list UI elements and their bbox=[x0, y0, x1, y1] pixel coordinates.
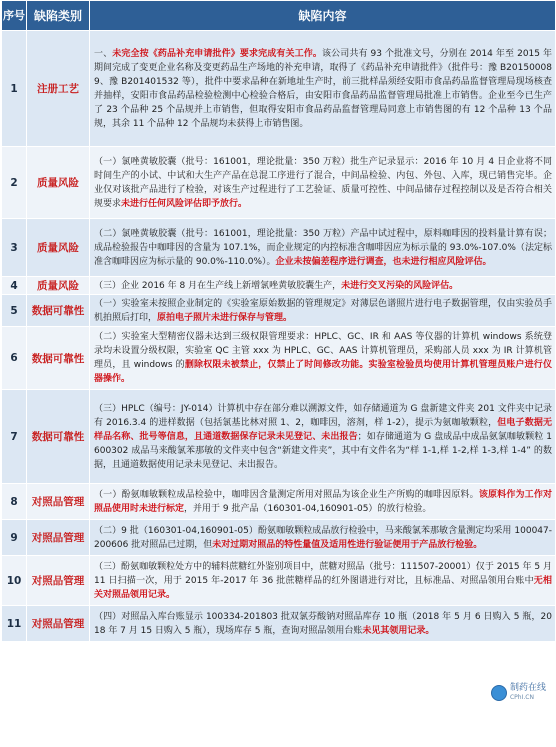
row-content bbox=[90, 390, 556, 484]
row-category: 对照品管理 bbox=[27, 556, 90, 606]
table-row bbox=[2, 327, 556, 390]
table-row bbox=[2, 295, 556, 327]
row-category: 数据可靠性 bbox=[27, 327, 90, 390]
row-number: 4 bbox=[2, 277, 27, 295]
row-category: 质量风险 bbox=[27, 277, 90, 295]
row-content bbox=[90, 219, 556, 277]
highlighted-text: 未进行任何风险评估即予放行。 bbox=[121, 198, 248, 209]
header-category: 缺陷类别 bbox=[27, 1, 90, 31]
row-content bbox=[90, 484, 556, 520]
table-row bbox=[2, 147, 556, 219]
row-number: 2 bbox=[2, 147, 27, 219]
row-number: 9 bbox=[2, 520, 27, 556]
table-row bbox=[2, 606, 556, 642]
row-content bbox=[90, 556, 556, 606]
highlighted-text: 未见其领用记录。 bbox=[362, 625, 435, 636]
table-row bbox=[2, 556, 556, 606]
content-text: 该公司共有 93 个批准文号，分别在 2014 年至 2015 年期间完成了变更企业名称及变更药品生产场地的补充申请，取得了《药品补充申请批件》（批件号：豫 B201500089、豫 B201401532 等），批件中要求品种在新地址生产时，前三批样品须经安阳市食品药品监督管理局现场核查并抽样，安阳市食品药品检验检测中心检验合格后，由安阳市食品药品监督管理局批准上市销售。企业至今已生产了 23 个品种 25 个品规并上市销售，但取得安阳市食品药品监督管理局同意上市销售图的有 12 个品种 13 个品规，其余 11 个品种 12 个品规均未获得上市销售图。 bbox=[94, 48, 552, 129]
content-text: （三）HPLC（编号：JY-014）计算机中存在部分难以溯源文件，如存储通道为 G 盘新建文件夹 201 文件夹中记录有 2016.3.4 的进样数据（包括氯基比林对照 1、2，咖啡因，溶剂，样 1-2），提示为氨咖敏颗粒， bbox=[94, 403, 552, 428]
row-category: 注册工艺 bbox=[27, 31, 90, 147]
highlighted-text: 删除权限未被禁止，仅禁止了时间修改功能。实验室检验员均使用计算机管理员账户进行仪器操作。 bbox=[94, 360, 552, 384]
table-body bbox=[2, 31, 556, 642]
defect-table bbox=[1, 0, 556, 642]
row-content bbox=[90, 147, 556, 219]
highlighted-text: 但电子数据无样品名称、批号等信息，且通道数据保存记录未见登记、未出报告 bbox=[94, 417, 552, 442]
content-text: （二）氯唑黄敏胶囊（批号：161001，理论批量：350 万粒）产品中试过程中，原料咖啡因的投料量计算有误；成品检验报告中咖啡因的含量为 107.1%，而企业规定的内控标准含咖啡因应为标示量的 93.0%-107.0%（法定标准含咖啡因应为标示量的 90.0%-110.0%）。 bbox=[94, 228, 552, 267]
content-text: ；如存储通道为 G 盘成品中成品氨氯咖敏颗粒 1600302 成品马来酸氯苯那敏的文件夹中包含“新建文件夹”，其中有文件名为“样 1-1,样 1-2,样 1-3,样 1-4” 的数据，且通道数据使用记录未见登记、未出报告。 bbox=[94, 431, 552, 470]
table-row bbox=[2, 484, 556, 520]
content-text: （二）实验室大型精密仪器未达到三级权限管理要求：HPLC、GC、IR 和 AAS 等仪器的计算机 windows 系统登录均未设置分级权限，实验室 QC 主管 xxx 为 HPLC、GC、AAS 计算机管理员，采购部人员 xxx 为 IR 计算机管理员，且 windows 的 bbox=[94, 332, 552, 370]
highlighted-text: 原拍电子照片未进行保存与管理。 bbox=[157, 312, 293, 323]
content-text: （一）酚氨咖敏颗粒成品检验中，咖啡因含量测定所用对照品为该企业生产所购的咖啡因原料。 bbox=[94, 489, 479, 500]
row-number: 3 bbox=[2, 219, 27, 277]
row-category: 对照品管理 bbox=[27, 520, 90, 556]
highlighted-text: 企业未按偏差程序进行调查，也未进行相应风险评估。 bbox=[275, 256, 492, 267]
table-row bbox=[2, 390, 556, 484]
row-category: 对照品管理 bbox=[27, 606, 90, 642]
highlighted-text: 无相关对照品领用记录。 bbox=[94, 575, 552, 600]
row-number: 8 bbox=[2, 484, 27, 520]
table-header-row bbox=[2, 1, 556, 31]
highlighted-text: 未完全按《药品补充申请批件》要求完成有关工作。 bbox=[112, 48, 322, 59]
row-category: 对照品管理 bbox=[27, 484, 90, 520]
content-text: ，并用于 9 批产品（160301-04,160901-05）的放行检验。 bbox=[184, 503, 432, 514]
content-text: （四）对照品入库台账显示 100334-201803 批双氯芬酸钠对照品库存 10 瓶（2018 年 5 月 6 日购入 5 瓶，2018 年 7 月 15 日购入 5 瓶），现场库存 5 瓶，查询对照品领用台账 bbox=[94, 611, 552, 636]
content-text: （三）酚氨咖敏颗粒处方中的辅料蔗糖红外鉴别项目中，蔗糖对照品（批号：111507-20001）仅于 2015 年 5 月 11 日扫描一次，用于 2015 年-2017 年 36 批蔗糖样品的红外图谱进行对比，且标准品、对照品领用台账中 bbox=[94, 561, 552, 586]
row-number: 11 bbox=[2, 606, 27, 642]
content-text: （一）氯唑黄敏胶囊（批号：161001，理论批量：350 万粒）批生产记录显示：2016 年 10 月 4 日企业将不同时间生产的小试、中试和大生产产品在总混工序进行了混合，中间品检验、内包、外包、入库，现已销售完毕。企业仅对该批产品进行了检验，对该生产过程进行了工艺验证、质量可控性、中间品储存过程控制以及是否符合相关规要求 bbox=[94, 156, 552, 209]
watermark-sub: CPhI.CN bbox=[509, 694, 534, 701]
globe-logo-icon bbox=[491, 685, 507, 701]
row-number: 7 bbox=[2, 390, 27, 484]
row-category: 数据可靠性 bbox=[27, 390, 90, 484]
row-content bbox=[90, 520, 556, 556]
highlighted-text: 该原料作为工作对照品使用时未进行标定 bbox=[94, 489, 552, 514]
row-category: 质量风险 bbox=[27, 219, 90, 277]
watermark-brand: 制药在线 bbox=[509, 683, 546, 693]
row-number: 10 bbox=[2, 556, 27, 606]
row-category: 质量风险 bbox=[27, 147, 90, 219]
content-text: 一、 bbox=[94, 48, 113, 59]
row-content bbox=[90, 31, 556, 147]
header-no: 序号 bbox=[2, 1, 27, 31]
highlighted-text: 未进行交叉污染的风险评估。 bbox=[341, 280, 459, 291]
table-row bbox=[2, 219, 556, 277]
table-row bbox=[2, 520, 556, 556]
highlighted-text: 未对过期对照品的特性量值及适用性进行验证便用于产品放行检验。 bbox=[212, 539, 483, 550]
row-number: 5 bbox=[2, 295, 27, 327]
row-content bbox=[90, 295, 556, 327]
watermark bbox=[491, 683, 546, 703]
row-content bbox=[90, 327, 556, 390]
row-content bbox=[90, 277, 556, 295]
table-row bbox=[2, 31, 556, 147]
row-category: 数据可靠性 bbox=[27, 295, 90, 327]
row-number: 1 bbox=[2, 31, 27, 147]
table-row bbox=[2, 277, 556, 295]
row-content bbox=[90, 606, 556, 642]
header-content: 缺陷内容 bbox=[90, 1, 556, 31]
content-text: （一）实验室未按照企业制定的《实验室原始数据的管理规定》对薄层色谱照片进行电子数据管理，仅由实验员手机拍照后打印， bbox=[94, 298, 552, 323]
row-number: 6 bbox=[2, 327, 27, 390]
content-text: （三）企业 2016 年 8 月在生产线上新增氯唑黄敏胶囊生产， bbox=[94, 280, 342, 291]
content-text: （二）9 批（160301-04,160901-05）酚氨咖敏颗粒成品放行检验中，马来酸氯苯那敏含量测定均采用 100047-200606 批对照品已过期，但 bbox=[94, 525, 552, 550]
